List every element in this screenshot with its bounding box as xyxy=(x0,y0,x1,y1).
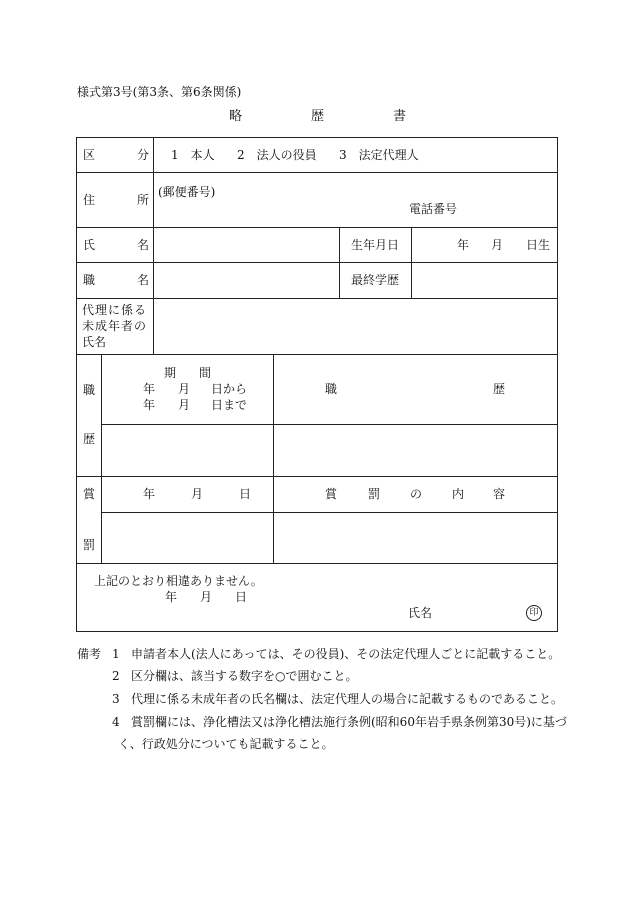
history-title-1: 職 xyxy=(325,382,338,396)
awards-content-5: 容 xyxy=(493,487,506,501)
birth-day-unit: 日生 xyxy=(526,238,551,252)
period-title-1: 期 xyxy=(164,366,177,380)
notes-heading: 備考 xyxy=(77,647,102,661)
kubun-option-principal[interactable]: 1 本人 xyxy=(171,148,215,162)
address-label-1: 住 xyxy=(83,193,96,207)
phone-label: 電話番号 xyxy=(409,202,458,216)
history-title-2: 歴 xyxy=(493,382,506,396)
kubun-option-officer[interactable]: 2 法人の役員 xyxy=(237,148,317,162)
period-to-day: 日まで xyxy=(211,398,248,412)
minor-label-line-1: 代理に係る xyxy=(82,303,148,317)
declaration-month-unit: 月 xyxy=(200,590,213,604)
note-1-number: 1 xyxy=(112,647,120,661)
title-char-3: 書 xyxy=(393,109,407,124)
note-4-continuation: く、行政処分についても記載すること。 xyxy=(118,737,334,751)
postal-code-label: (郵便番号) xyxy=(158,185,216,199)
seal-mark: 印 xyxy=(526,605,542,621)
career-side-label-1: 職 xyxy=(83,383,96,397)
declaration-statement: 上記のとおり相違ありません。 xyxy=(94,574,263,588)
kubun-option-legal-rep[interactable]: 3 法定代理人 xyxy=(339,148,419,162)
awards-side-label-2: 罰 xyxy=(83,538,96,552)
minor-label-line-2: 未成年者の xyxy=(82,319,148,333)
birth-month-unit: 月 xyxy=(491,238,504,252)
occupation-label-1: 職 xyxy=(83,273,96,287)
minor-label-line-3: 氏名 xyxy=(82,335,107,349)
form-reference: 様式第3号(第3条、第6条関係) xyxy=(77,85,242,99)
kubun-label-1: 区 xyxy=(83,148,96,162)
occupation-label-2: 名 xyxy=(137,273,150,287)
period-to-month: 月 xyxy=(178,398,191,412)
note-4-number: 4 xyxy=(112,715,120,729)
awards-day-unit: 日 xyxy=(239,487,252,501)
period-from-day: 日から xyxy=(211,382,248,396)
note-3-text: 代理に係る未成年者の氏名欄は、法定代理人の場合に記載するものであること。 xyxy=(131,692,564,706)
title-char-2: 歴 xyxy=(311,109,325,124)
awards-month-unit: 月 xyxy=(191,487,204,501)
awards-content-2: 罰 xyxy=(368,487,381,501)
declaration-day-unit: 日 xyxy=(235,590,248,604)
awards-year-unit: 年 xyxy=(143,487,156,501)
declaration-name-label: 氏名 xyxy=(408,606,433,620)
period-to-year: 年 xyxy=(143,398,156,412)
address-label-2: 所 xyxy=(137,193,150,207)
note-1-text: 申請者本人(法人にあっては、その役員)、その法定代理人ごとに記載すること。 xyxy=(131,647,561,661)
birth-date-label: 生年月日 xyxy=(351,238,400,252)
name-label-1: 氏 xyxy=(83,238,96,252)
awards-content-1: 賞 xyxy=(325,487,338,501)
period-title-2: 間 xyxy=(199,366,212,380)
note-4-text: 賞罰欄には、浄化槽法又は浄化槽法施行条例(昭和60年岩手県条例第30号)に基づ xyxy=(131,715,567,729)
note-2-text: 区分欄は、該当する数字を○で囲むこと。 xyxy=(131,669,358,683)
note-3-number: 3 xyxy=(112,692,120,706)
career-side-label-2: 歴 xyxy=(83,432,96,446)
title-char-1: 略 xyxy=(229,109,243,124)
declaration-year-unit: 年 xyxy=(165,590,178,604)
name-label-2: 名 xyxy=(137,238,150,252)
awards-side-label-1: 賞 xyxy=(83,487,96,501)
awards-content-4: 内 xyxy=(452,487,465,501)
period-from-year: 年 xyxy=(143,382,156,396)
kubun-label-2: 分 xyxy=(137,148,150,162)
period-from-month: 月 xyxy=(178,382,191,396)
final-education-label: 最終学歴 xyxy=(351,273,400,287)
note-2-number: 2 xyxy=(112,669,120,683)
birth-year-unit: 年 xyxy=(457,238,470,252)
awards-content-3: の xyxy=(410,487,423,501)
